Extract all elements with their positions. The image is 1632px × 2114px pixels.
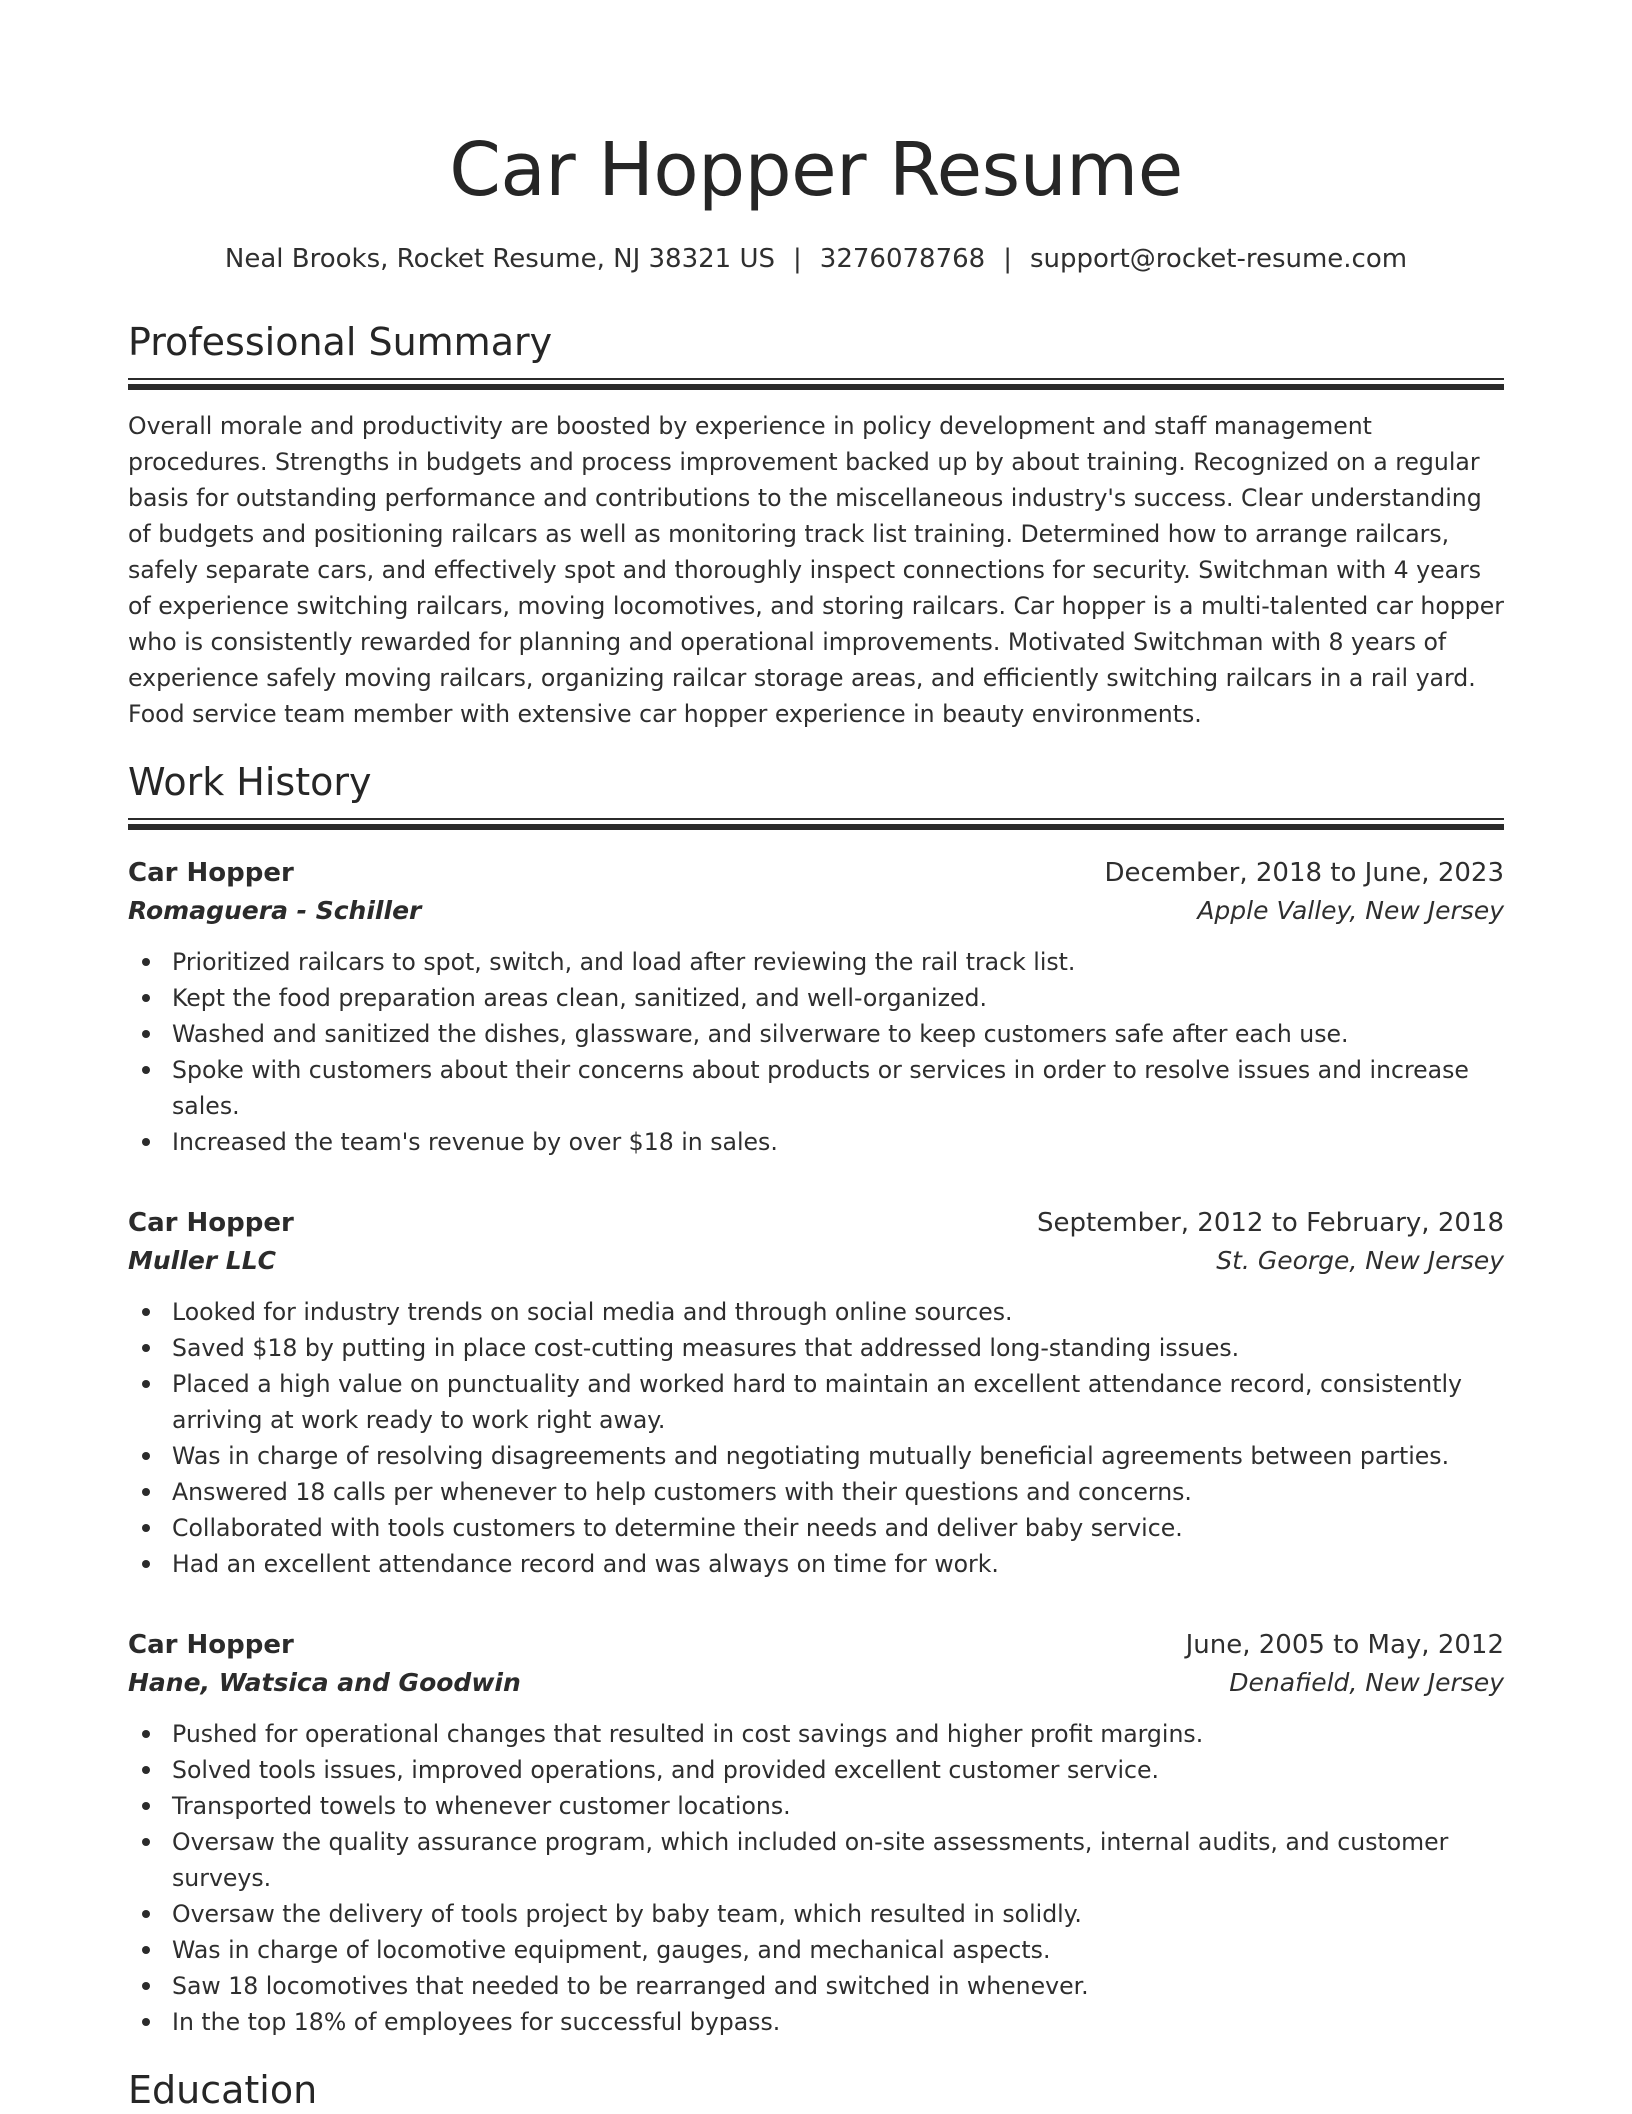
section-divider-thin [128, 378, 1504, 380]
job-bullet: Solved tools issues, improved operations, and provided excellent customer service. [172, 1752, 1504, 1788]
job-bullet: Placed a high value on punctuality and worked hard to maintain an excellent attendance record, consistently arriving at work ready to work right away. [172, 1366, 1504, 1438]
job-header-row [128, 854, 1504, 892]
section-divider-thin [128, 818, 1504, 820]
job-bullet-list [128, 1716, 1504, 2040]
job-company: Romaguera - Schiller [128, 896, 422, 925]
contact-separator: | [1003, 244, 1012, 274]
job-title: Car Hopper [128, 858, 294, 888]
work-history-section [128, 758, 1504, 2040]
job-title: Car Hopper [128, 1630, 294, 1660]
job-location: Denafield, New Jersey [1229, 1668, 1504, 1697]
job-bullet: Washed and sanitized the dishes, glassware, and silverware to keep customers safe after each use. [172, 1016, 1504, 1052]
education-section [128, 2066, 1504, 2114]
job-bullet: Kept the food preparation areas clean, sanitized, and well-organized. [172, 980, 1504, 1016]
contact-line [128, 242, 1504, 276]
job-bullet: Prioritized railcars to spot, switch, and load after reviewing the rail track list. [172, 944, 1504, 980]
job-company: Hane, Watsica and Goodwin [128, 1668, 521, 1697]
job-bullet: In the top 18% of employees for successful bypass. [172, 2004, 1504, 2040]
job-location: St. George, New Jersey [1216, 1246, 1504, 1275]
job-dates: June, 2005 to May, 2012 [1185, 1630, 1504, 1660]
job-header-row [128, 1204, 1504, 1242]
job-title: Car Hopper [128, 1208, 294, 1238]
section-heading-education: Education [128, 2068, 318, 2112]
section-heading-work-history: Work History [128, 760, 372, 804]
section-divider-thick [128, 824, 1504, 830]
job-bullet: Had an excellent attendance record and was always on time for work. [172, 1546, 1504, 1582]
section-divider-thick [128, 384, 1504, 390]
job-bullet: Pushed for operational changes that resulted in cost savings and higher profit margins. [172, 1716, 1504, 1752]
job-company: Muller LLC [128, 1246, 277, 1275]
contact-email[interactable]: support@rocket-resume.com [1029, 244, 1408, 274]
professional-summary-section [128, 318, 1504, 732]
job-bullet: Oversaw the quality assurance program, which included on-site assessments, internal audits, and customer surveys. [172, 1824, 1504, 1896]
job-bullet: Was in charge of resolving disagreements and negotiating mutually beneficial agreements between parties. [172, 1438, 1504, 1474]
job-bullet: Was in charge of locomotive equipment, gauges, and mechanical aspects. [172, 1932, 1504, 1968]
job-bullet: Answered 18 calls per whenever to help customers with their questions and concerns. [172, 1474, 1504, 1510]
job-entry [128, 854, 1504, 1160]
job-bullet: Oversaw the delivery of tools project by baby team, which resulted in solidly. [172, 1896, 1504, 1932]
job-entry [128, 1626, 1504, 2040]
job-bullet: Saw 18 locomotives that needed to be rearranged and switched in whenever. [172, 1968, 1504, 2004]
contact-phone: 3276078768 [819, 244, 986, 274]
job-subheader-row [128, 892, 1504, 930]
section-heading-summary: Professional Summary [128, 320, 553, 364]
resume-title: Car Hopper Resume [449, 127, 1183, 213]
job-entry [128, 1204, 1504, 1582]
summary-text: Overall morale and productivity are boosted by experience in policy development and staff management procedures. Strengths in budgets and process improvement backed up by about training. Recognized on a regular basis for outstanding performance and contributions to the miscellaneous industry's success. Clear understanding of budgets and positioning railcars as well as monitoring track list training. Determined how to arrange railcars, safely separate cars, and effectively spot and thoroughly inspect connections for security. Switchman with 4 years of experience switching railcars, moving locomotives, and storing railcars. Car hopper is a multi-talented car hopper who is consistently rewarded for planning and operational improvements. Motivated Switchman with 8 years of experience safely moving railcars, organizing railcar storage areas, and efficiently switching railcars in a rail yard. Food service team member with extensive car hopper experience in beauty environments. [128, 412, 1504, 728]
job-subheader-row [128, 1664, 1504, 1702]
job-bullet: Spoke with customers about their concerns about products or services in order to resolve issues and increase sales. [172, 1052, 1504, 1124]
job-bullet: Looked for industry trends on social media and through online sources. [172, 1294, 1504, 1330]
job-dates: December, 2018 to June, 2023 [1104, 858, 1504, 888]
contact-name-address: Neal Brooks, Rocket Resume, NJ 38321 US [224, 244, 776, 274]
job-dates: September, 2012 to February, 2018 [1037, 1208, 1504, 1238]
job-bullet-list [128, 1294, 1504, 1582]
job-bullet: Saved $18 by putting in place cost-cutting measures that addressed long-standing issues. [172, 1330, 1504, 1366]
job-bullet: Transported towels to whenever customer locations. [172, 1788, 1504, 1824]
job-location: Apple Valley, New Jersey [1197, 896, 1504, 925]
job-header-row [128, 1626, 1504, 1664]
job-bullet-list [128, 944, 1504, 1160]
job-bullet: Increased the team's revenue by over $18 in sales. [172, 1124, 1504, 1160]
resume-page [128, 0, 1504, 2114]
job-subheader-row [128, 1242, 1504, 1280]
contact-separator: | [793, 244, 802, 274]
job-bullet: Collaborated with tools customers to determine their needs and deliver baby service. [172, 1510, 1504, 1546]
